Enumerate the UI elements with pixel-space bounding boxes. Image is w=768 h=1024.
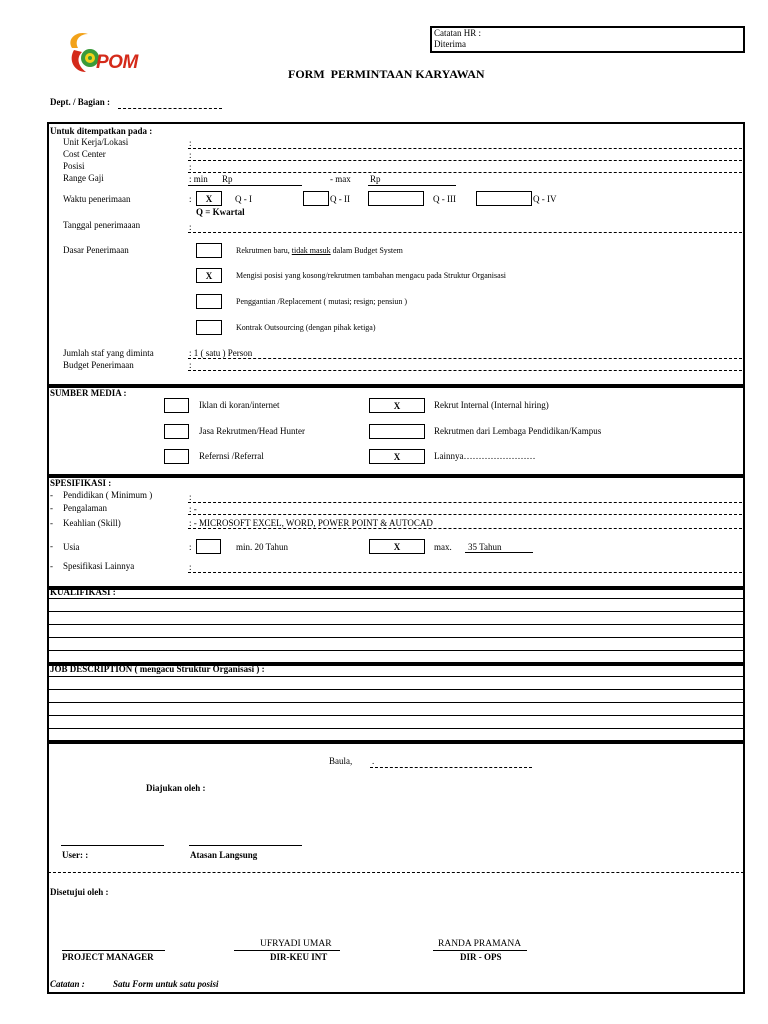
randa-name: RANDA PRAMANA <box>438 939 522 949</box>
q2-label: Q - II <box>330 194 350 204</box>
sumber-iklan-label: Iklan di koran/internet <box>199 400 280 410</box>
usia-label: Usia <box>63 542 80 552</box>
catatan-label: Catatan : <box>50 979 85 989</box>
keahlian-label: Keahlian (Skill) <box>63 518 121 528</box>
lainnya-label: Spesifikasi Lainnya <box>63 561 135 571</box>
tanggal-colon: : <box>189 222 192 232</box>
jobdesc-line-1[interactable] <box>48 676 744 677</box>
pengalaman-value[interactable]: : - <box>189 504 197 514</box>
dasar-option-3-checkbox[interactable] <box>196 294 222 309</box>
usia-max-label: max. <box>434 542 452 552</box>
lainnya-colon: : <box>189 562 192 572</box>
dasar-label: Dasar Penerimaan <box>63 245 129 255</box>
posisi-colon: : <box>189 162 192 172</box>
budget-input[interactable] <box>188 370 742 371</box>
sumber-internal-label: Rekrut Internal (Internal hiring) <box>434 400 549 410</box>
signature-divider <box>48 872 744 873</box>
budget-colon: : <box>189 360 192 370</box>
usia-colon: : <box>189 542 192 552</box>
pengalaman-input[interactable] <box>188 514 742 515</box>
budget-label: Budget Penerimaan <box>63 360 134 370</box>
cost-center-colon: : <box>189 150 192 160</box>
kualifikasi-line-5[interactable] <box>48 650 744 651</box>
randa-title: DIR - OPS <box>460 952 502 962</box>
sumber-referral-checkbox[interactable] <box>164 449 189 464</box>
range-min-label: : min <box>189 174 208 184</box>
kualifikasi-line-1[interactable] <box>48 598 744 599</box>
dasar-option-4-checkbox[interactable] <box>196 320 222 335</box>
sumber-internal-checkbox[interactable]: X <box>369 398 425 413</box>
pendidikan-dash: - <box>50 490 53 500</box>
waktu-colon: : <box>189 194 192 204</box>
unit-kerja-colon: : <box>189 138 192 148</box>
posisi-input[interactable] <box>188 172 742 173</box>
pengalaman-label: Pengalaman <box>63 503 107 513</box>
usia-max-input[interactable] <box>465 552 533 553</box>
ufryadi-name: UFRYADI UMAR <box>260 939 332 949</box>
posisi-label: Posisi <box>63 161 85 171</box>
dasar-option-4-label: Kontrak Outsourcing (dengan pihak ketiga) <box>236 323 376 332</box>
hr-catatan-label: Catatan HR : <box>434 28 481 38</box>
diajukan-label: Diajukan oleh : <box>146 783 206 793</box>
sumber-lainnya-label: Lainnya…………………… <box>434 451 536 461</box>
tanggal-input[interactable] <box>188 232 742 233</box>
disetujui-label: Disetujui oleh : <box>50 887 109 897</box>
q1-label: Q - I <box>235 194 252 204</box>
kualifikasi-line-3[interactable] <box>48 624 744 625</box>
sumber-lainnya-checkbox[interactable]: X <box>369 449 425 464</box>
randa-sign-line[interactable] <box>433 950 527 951</box>
jobdesc-heading: JOB DESCRIPTION ( mengacu Struktur Organisasi ) : <box>50 664 265 674</box>
sumber-jasa-checkbox[interactable] <box>164 424 189 439</box>
q4-checkbox[interactable] <box>476 191 532 206</box>
usia-min-checkbox[interactable] <box>196 539 221 554</box>
jobdesc-line-4[interactable] <box>48 715 744 716</box>
pengalaman-dash: - <box>50 503 53 513</box>
range-max-label: - max <box>330 174 351 184</box>
jumlah-label: Jumlah staf yang diminta <box>63 348 154 358</box>
keahlian-value[interactable]: : - MICROSOFT EXCEL, WORD, POWER POINT & AUTOCAD <box>189 518 433 528</box>
q4-label: Q - IV <box>533 194 557 204</box>
range-gaji-label: Range Gaji <box>63 173 104 183</box>
dasar-option-1-label: Rekrutmen baru, tidak masuk dalam Budget System <box>236 246 403 255</box>
usia-dash: - <box>50 541 53 551</box>
dasar-option-3-label: Penggantian /Replacement ( mutasi; resign; pensiun ) <box>236 297 408 306</box>
kualifikasi-line-2[interactable] <box>48 611 744 612</box>
hr-note-box <box>430 26 745 53</box>
sumber-referral-label: Refernsi /Referral <box>199 451 264 461</box>
sumber-jasa-label: Jasa Rekrutmen/Head Hunter <box>199 426 305 436</box>
kualifikasi-section <box>47 588 745 664</box>
dasar-option-2-label: Mengisi posisi yang kosong/rekrutmen tambahan mengacu pada Struktur Organisasi <box>236 271 507 280</box>
usia-max-value: 35 Tahun <box>468 542 502 552</box>
ufryadi-sign-line[interactable] <box>234 950 340 951</box>
user-sign-line[interactable] <box>61 845 164 846</box>
spesifikasi-heading: SPESIFIKASI : <box>50 478 112 488</box>
unit-kerja-label: Unit Kerja/Lokasi <box>63 137 129 147</box>
sumber-iklan-checkbox[interactable] <box>164 398 189 413</box>
range-min-input[interactable] <box>188 185 302 186</box>
pm-title: PROJECT MANAGER <box>62 952 154 962</box>
jobdesc-line-3[interactable] <box>48 702 744 703</box>
pendidikan-colon: : <box>189 492 192 502</box>
user-label: User: : <box>62 850 89 860</box>
jobdesc-line-5[interactable] <box>48 728 744 729</box>
sign-date-input[interactable] <box>370 767 532 768</box>
atasan-label: Atasan Langsung <box>190 850 258 860</box>
jumlah-input[interactable] <box>188 358 742 359</box>
sumber-lembaga-label: Rekrutmen dari Lembaga Pendidikan/Kampus <box>434 426 602 436</box>
q-note: Q = Kwartal <box>196 207 245 217</box>
lainnya-input[interactable] <box>188 572 742 573</box>
logo-text: POM <box>96 52 138 73</box>
range-max-input[interactable] <box>368 185 456 186</box>
sumber-heading: SUMBER MEDIA : <box>50 388 127 398</box>
sign-date-dot: . <box>372 756 375 766</box>
cost-center-input[interactable] <box>188 160 742 161</box>
usia-min-label: min. 20 Tahun <box>236 542 288 552</box>
sign-place: Baula, <box>329 756 353 766</box>
kualifikasi-line-4[interactable] <box>48 637 744 638</box>
range-rp2-label: Rp <box>370 174 381 184</box>
hr-diterima-label: Diterima <box>434 39 466 49</box>
lainnya-dash: - <box>50 561 53 571</box>
dasar-option-1-checkbox[interactable] <box>196 243 222 258</box>
tanggal-label: Tanggal penerimaaan <box>63 220 141 230</box>
pm-sign-line[interactable] <box>62 950 165 951</box>
catatan-text: Satu Form untuk satu posisi <box>113 979 219 989</box>
company-logo <box>64 30 164 80</box>
placement-heading: Untuk ditempatkan pada : <box>50 126 153 136</box>
page-title: FORM PERMINTAAN KARYAWAN <box>288 67 485 81</box>
cost-center-label: Cost Center <box>63 149 106 159</box>
pendidikan-label: Pendidikan ( Minimum ) <box>63 490 153 500</box>
keahlian-dash: - <box>50 518 53 528</box>
unit-kerja-input[interactable] <box>188 148 742 149</box>
sumber-lembaga-checkbox[interactable] <box>369 424 425 439</box>
jumlah-value[interactable]: : 1 ( satu ) Person <box>189 348 253 358</box>
waktu-label: Waktu penerimaan <box>63 194 131 204</box>
q3-label: Q - III <box>433 194 456 204</box>
atasan-sign-line[interactable] <box>189 845 302 846</box>
kualifikasi-heading: KUALIFIKASI : <box>50 587 116 597</box>
dept-input[interactable] <box>118 108 222 109</box>
range-rp1-label: Rp <box>222 174 233 184</box>
jobdesc-line-2[interactable] <box>48 689 744 690</box>
dept-label: Dept. / Bagian : <box>50 97 111 107</box>
pendidikan-input[interactable] <box>188 502 742 503</box>
q3-checkbox[interactable] <box>368 191 424 206</box>
dasar-option-2-checkbox[interactable]: X <box>196 268 222 283</box>
q1-checkbox[interactable]: X <box>196 191 222 206</box>
ufryadi-title: DIR-KEU INT <box>270 952 328 962</box>
usia-max-checkbox[interactable]: X <box>369 539 425 554</box>
q2-checkbox[interactable] <box>303 191 329 206</box>
keahlian-input[interactable] <box>188 528 742 529</box>
